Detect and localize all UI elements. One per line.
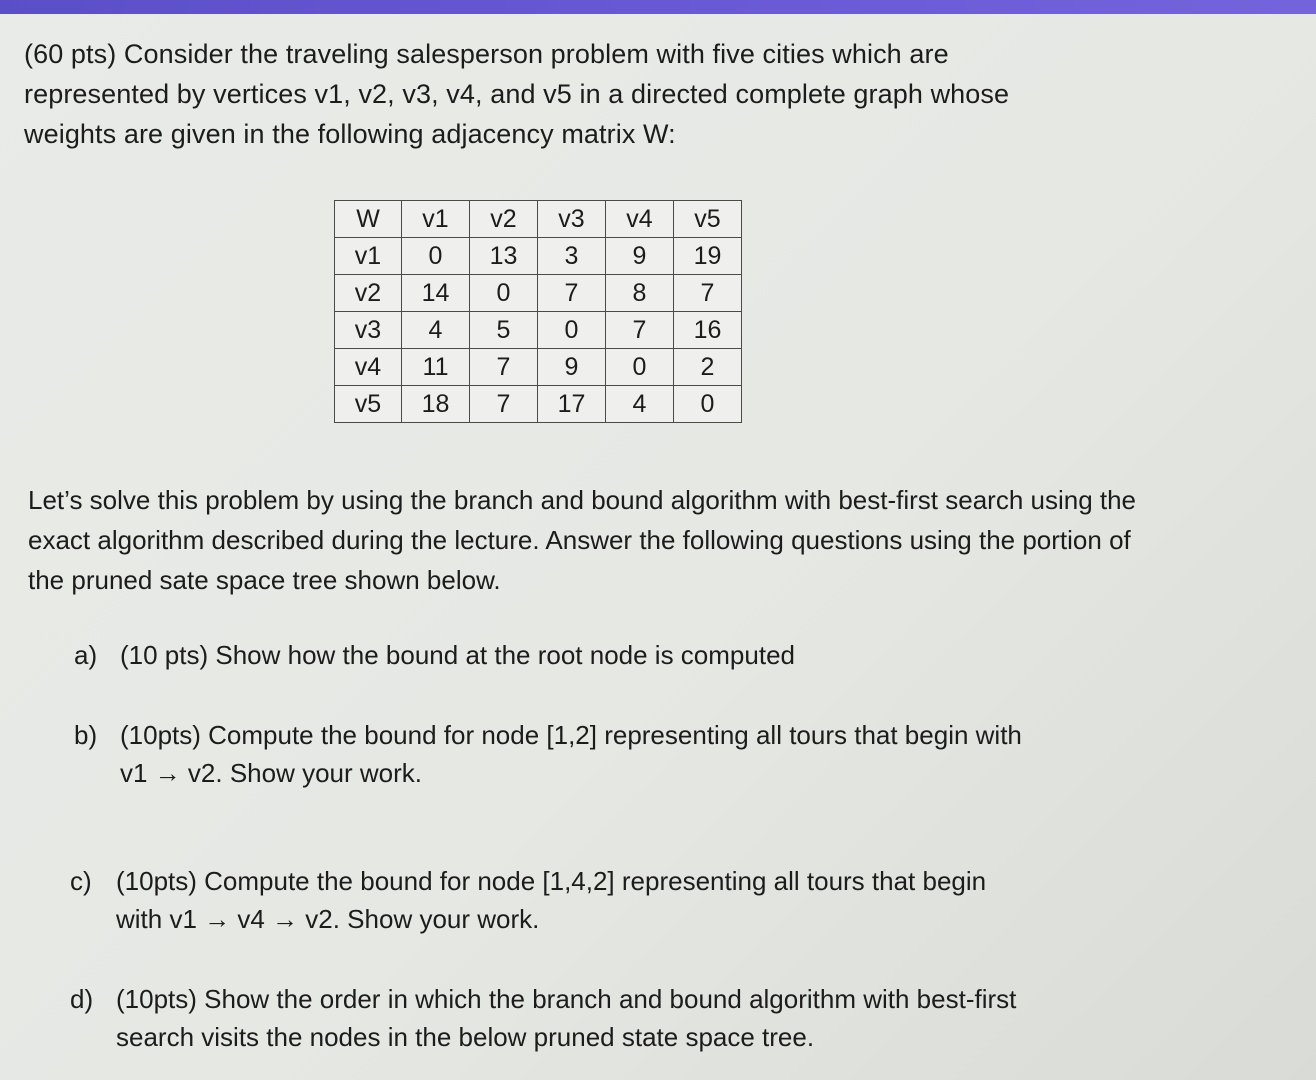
matrix-cell: 0 xyxy=(606,349,674,386)
document-page xyxy=(24,34,1294,1074)
matrix-row xyxy=(335,275,742,312)
matrix-row-header: v4 xyxy=(335,349,402,386)
matrix-row-header: v1 xyxy=(335,238,402,275)
matrix-cell: 5 xyxy=(470,312,538,349)
matrix-col-header: v2 xyxy=(470,201,538,238)
top-accent-bar xyxy=(0,0,1316,14)
matrix-cell: 7 xyxy=(674,275,742,312)
matrix-corner: W xyxy=(335,201,402,238)
adjacency-matrix-table xyxy=(334,200,742,423)
question-text-continued: with v1 → v4 → v2. Show your work. xyxy=(116,904,540,934)
adjacency-matrix xyxy=(334,200,742,423)
matrix-row xyxy=(335,349,742,386)
matrix-row xyxy=(335,238,742,275)
matrix-cell: 0 xyxy=(402,238,470,275)
matrix-cell: 2 xyxy=(674,349,742,386)
matrix-col-header: v3 xyxy=(538,201,606,238)
matrix-col-header: v1 xyxy=(402,201,470,238)
question-letter: d) xyxy=(70,984,94,1014)
matrix-row-header: v5 xyxy=(335,386,402,423)
matrix-col-header: v4 xyxy=(606,201,674,238)
matrix-cell: 7 xyxy=(606,312,674,349)
matrix-cell: 4 xyxy=(402,312,470,349)
matrix-cell: 0 xyxy=(538,312,606,349)
matrix-cell: 8 xyxy=(606,275,674,312)
question-letter: b) xyxy=(74,720,98,750)
question-b xyxy=(74,716,1022,792)
question-text: (10pts) Compute the bound for node [1,4,2] representing all tours that begin xyxy=(116,866,987,896)
question-letter: c) xyxy=(70,866,92,896)
matrix-row-header: v3 xyxy=(335,312,402,349)
question-d xyxy=(70,980,1016,1056)
matrix-cell: 7 xyxy=(470,349,538,386)
instructions-paragraph: Let’s solve this problem by using the branch and bound algorithm with best-first search using the exact algorithm described during the lecture. Answer the following questions using the portion of the pruned sate space tree shown below. xyxy=(28,485,1137,595)
matrix-header-row xyxy=(335,201,742,238)
matrix-row-header: v2 xyxy=(335,275,402,312)
matrix-cell: 3 xyxy=(538,238,606,275)
question-text: (10pts) Show the order in which the branch and bound algorithm with best-first xyxy=(116,984,1017,1014)
question-text-continued: v1 → v2. Show your work. xyxy=(120,758,422,788)
question-text: (10 pts) Show how the bound at the root node is computed xyxy=(120,640,795,670)
matrix-cell: 17 xyxy=(538,386,606,423)
matrix-cell: 14 xyxy=(402,275,470,312)
matrix-cell: 9 xyxy=(606,238,674,275)
matrix-row xyxy=(335,386,742,423)
question-text-continued: search visits the nodes in the below pruned state space tree. xyxy=(116,1022,815,1052)
matrix-cell: 16 xyxy=(674,312,742,349)
question-c xyxy=(70,862,986,938)
matrix-cell: 11 xyxy=(402,349,470,386)
matrix-cell: 13 xyxy=(470,238,538,275)
matrix-cell: 0 xyxy=(470,275,538,312)
matrix-cell: 0 xyxy=(674,386,742,423)
matrix-row xyxy=(335,312,742,349)
matrix-cell: 19 xyxy=(674,238,742,275)
question-text: (10pts) Compute the bound for node [1,2] representing all tours that begin with xyxy=(120,720,1022,750)
matrix-cell: 18 xyxy=(402,386,470,423)
matrix-cell: 7 xyxy=(538,275,606,312)
matrix-cell: 4 xyxy=(606,386,674,423)
matrix-cell: 9 xyxy=(538,349,606,386)
matrix-cell: 7 xyxy=(470,386,538,423)
question-a xyxy=(74,636,795,674)
problem-intro: (60 pts) Consider the traveling salesperson problem with five cities which are represented by vertices v1, v2, v3, v4, and v5 in a directed complete graph whose weights are given in the following adjacency matrix W: xyxy=(24,39,1010,149)
question-letter: a) xyxy=(74,640,98,670)
matrix-col-header: v5 xyxy=(674,201,742,238)
